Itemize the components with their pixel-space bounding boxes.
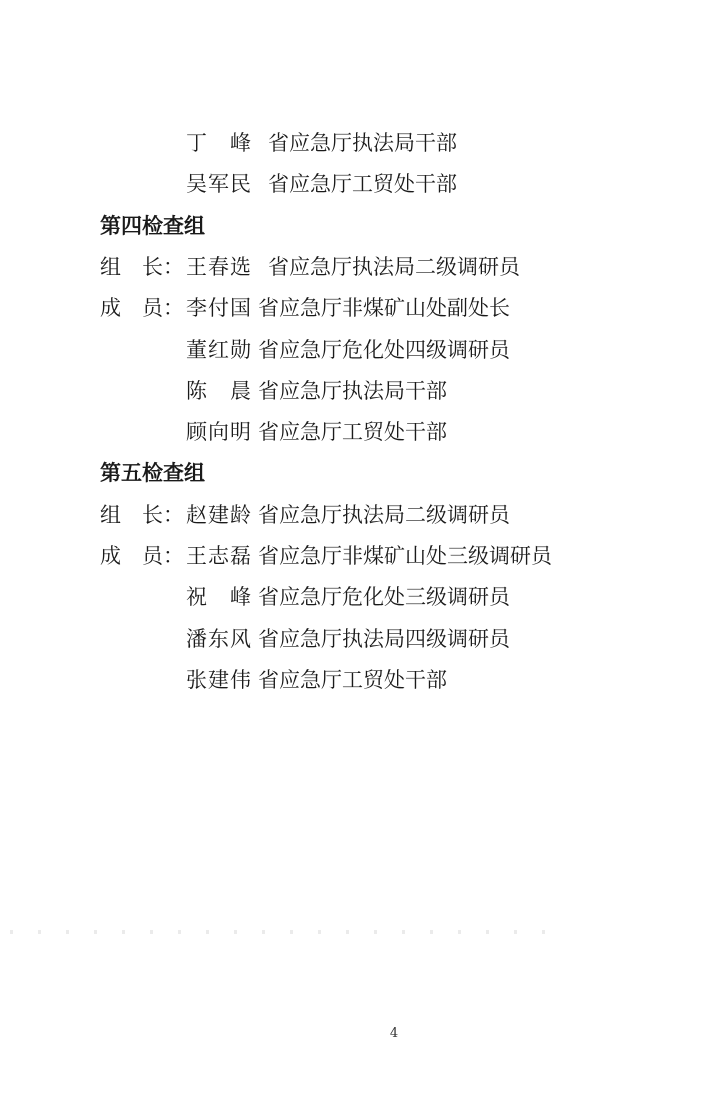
members-label: 成 员： (100, 544, 184, 568)
member-position: 省应急厅非煤矿山处三级调研员 (258, 544, 552, 568)
leader-label: 组 长： (100, 255, 184, 279)
group-title: 第四检查组 (100, 214, 205, 238)
leader-label: 组 长： (100, 503, 184, 527)
page-number: 4 (389, 1026, 399, 1041)
member-position: 省应急厅工贸处干部 (258, 668, 447, 692)
member-position: 省应急厅执法局四级调研员 (258, 627, 510, 651)
member-name: 李付国 (186, 296, 252, 320)
member-name: 祝 峰 (186, 585, 252, 609)
member-name: 潘东风 (186, 627, 252, 651)
member-name: 吴军民 (186, 172, 252, 196)
member-name: 陈 晨 (186, 379, 252, 403)
member-name: 顾向明 (186, 420, 252, 444)
leader-name: 赵建龄 (186, 503, 252, 527)
leader-name: 王春选 (186, 255, 252, 279)
member-position: 省应急厅工贸处干部 (258, 420, 447, 444)
leader-position: 省应急厅执法局二级调研员 (258, 503, 510, 527)
member-position: 省应急厅非煤矿山处副处长 (258, 296, 510, 320)
member-position: 省应急厅危化处三级调研员 (258, 585, 510, 609)
member-name: 张建伟 (186, 668, 252, 692)
leader-position: 省应急厅执法局二级调研员 (268, 255, 520, 279)
group-title: 第五检查组 (100, 461, 205, 485)
scan-artifact (10, 930, 570, 934)
members-label: 成 员： (100, 296, 184, 320)
member-position: 省应急厅危化处四级调研员 (258, 338, 510, 362)
member-position: 省应急厅工贸处干部 (268, 172, 457, 196)
member-name: 丁 峰 (186, 131, 252, 155)
member-position: 省应急厅执法局干部 (258, 379, 447, 403)
member-name: 董红勋 (186, 338, 252, 362)
member-name: 王志磊 (186, 544, 252, 568)
member-position: 省应急厅执法局干部 (268, 131, 457, 155)
